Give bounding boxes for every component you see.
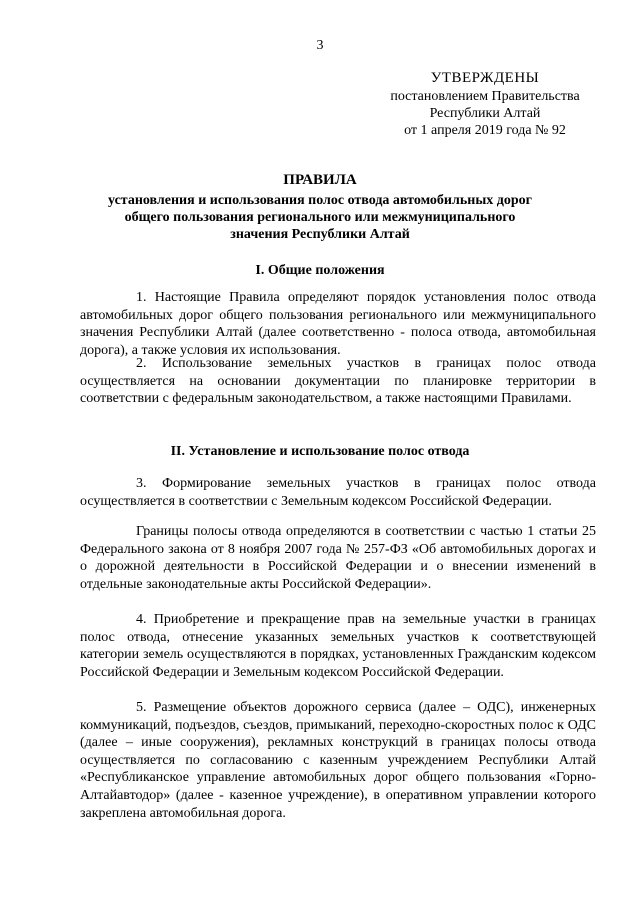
paragraph-boundaries: Границы полосы отвода определяются в соответствии с частью 1 статьи 25 Федерального закона от 8 ноября 2007 года № 257-ФЗ «Об автомобильных дорогах и о дорожной деятельности в Российской Федерации и о внесении изменений в отдельные законодательные акты Российской Федерации».	[80, 524, 596, 592]
approval-line-2: Республики Алтай	[429, 106, 541, 121]
document-subtitle: установления и использования полос отвода автомобильных дорог общего пользования регионального или межмуниципального значения Республики Алтай	[108, 193, 532, 242]
section-heading-general: I. Общие положения	[255, 263, 385, 278]
approval-line-1: постановлением Правительства	[390, 89, 580, 104]
paragraph-5: 5. Размещение объектов дорожного сервиса (далее – ОДС), инженерных коммуникаций, подъездов, съездов, примыканий, переходно-скоростных полос к ОДС (далее – иные сооружения), рекламных конструкций в границах полосы отвода осуществляется по согласованию с казенным учреждением Республики Алтай «Республиканское управление автомобильных дорог общего пользования «Горно-Алтайавтодор» (далее - казенное учреждение), в оперативном управлении которого закреплена автомобильная дорога.	[80, 700, 596, 821]
paragraph-4: 4. Приобретение и прекращение прав на земельные участки в границах полос отвода, отнесение указанных земельных участков к соответствующей категории земель осуществляются в порядках, установленных Гражданским кодексом Российской Федерации и Земельным кодексом Российской Федерации.	[80, 612, 596, 680]
paragraph-3: 3. Формирование земельных участков в границах полос отвода осуществляется в соответствии с Земельным кодексом Российской Федерации.	[80, 476, 596, 509]
page-number: 3	[316, 38, 324, 53]
paragraph-1: 1. Настоящие Правила определяют порядок установления полос отвода автомобильных дорог общего пользования регионального или межмуниципального значения Республики Алтай (далее соответственно - полоса отвода, автомобильная дорога), а также условия их использования.	[80, 290, 596, 358]
paragraph-2: 2. Использование земельных участков в границах полос отвода осуществляется на основании документации по планировке территории в соответствии с федеральным законодательством, а также настоящими Правилами.	[80, 356, 596, 407]
section-heading-establishment: II. Установление и использование полос отвода	[170, 444, 470, 459]
approval-line-3: от 1 апреля 2019 года № 92	[404, 123, 566, 138]
approval-stamp	[360, 70, 610, 139]
approval-title: УТВЕРЖДЕНЫ	[430, 70, 540, 86]
document-title: ПРАВИЛА	[283, 172, 357, 188]
